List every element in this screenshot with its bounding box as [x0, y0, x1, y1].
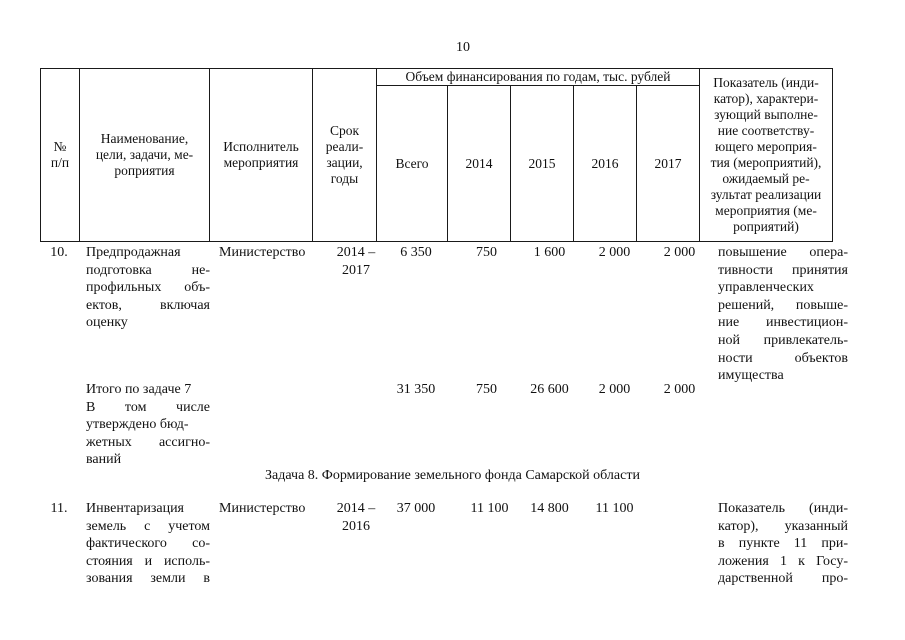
row11-period: 2014 – 2016 — [336, 501, 376, 534]
row10-2017: 2 000 — [663, 245, 696, 260]
subtotal-2014: 750 — [476, 382, 497, 397]
header-year-2017: 2017 — [637, 86, 700, 242]
page-number: 10 — [456, 40, 470, 55]
row11-2014: 11 100 — [470, 501, 509, 516]
subtotal-name: Итого по задаче 7 В том числе утверждено бюд- жетных ассигно- ваний — [86, 382, 210, 468]
row10-2014: 750 — [476, 245, 497, 260]
header-period: Срок реали- зации, годы — [313, 69, 377, 242]
row11-2015: 14 800 — [530, 501, 569, 516]
row11-2016: 11 100 — [595, 501, 634, 516]
row11-total: 37 000 — [396, 501, 436, 516]
header-total: Всего — [377, 86, 448, 242]
subtotal-2017: 2 000 — [663, 382, 696, 397]
task8-heading: Задача 8. Формирование земельного фонда Самарской области — [265, 468, 640, 483]
header-year-2014: 2014 — [448, 86, 511, 242]
header-year-2016: 2016 — [574, 86, 637, 242]
header-indicator: Показатель (инди- катор), характери- зующий выполне- ние соответству- ющего мероприя- тия (мероприятий), ожидаемый ре- зультат реализации мероприятия (ме- роприятий) — [700, 69, 833, 242]
header-year-2015: 2015 — [511, 86, 574, 242]
row10-2015: 1 600 — [533, 245, 566, 260]
row11-indicator: Показатель (инди- катор), указанный в пункте 11 при- ложения 1 к Госу- дарственной про- — [718, 501, 848, 587]
row10-no: 10. — [50, 245, 68, 260]
header-no: № п/п — [41, 69, 80, 242]
row10-2016: 2 000 — [598, 245, 631, 260]
header-name: Наименование, цели, задачи, ме- роприятия — [80, 69, 210, 242]
row10-indicator: повышение опера- тивности принятия управленческих решений, повыше- ние инвестицион- ной привлекатель- ности объектов имущества — [718, 245, 848, 384]
subtotal-2015: 26 600 — [530, 382, 569, 397]
row10-executor: Министерство — [219, 245, 306, 260]
header-executor: Исполнитель мероприятия — [210, 69, 313, 242]
header-financing-group: Объем финансирования по годам, тыс. рублей — [377, 69, 700, 86]
row11-name: Инвентаризация земель с учетом фактического со- стояния и исполь- зования земли в — [86, 501, 210, 587]
row11-executor: Министерство — [219, 501, 306, 516]
subtotal-total: 31 350 — [396, 382, 436, 397]
row10-name: Предпродажная подготовка не- профильных объ- ектов, включая оценку — [86, 245, 210, 331]
row10-period: 2014 – 2017 — [336, 245, 376, 278]
row10-total: 6 350 — [400, 245, 432, 260]
subtotal-2016: 2 000 — [598, 382, 631, 397]
row11-no: 11. — [50, 501, 68, 516]
